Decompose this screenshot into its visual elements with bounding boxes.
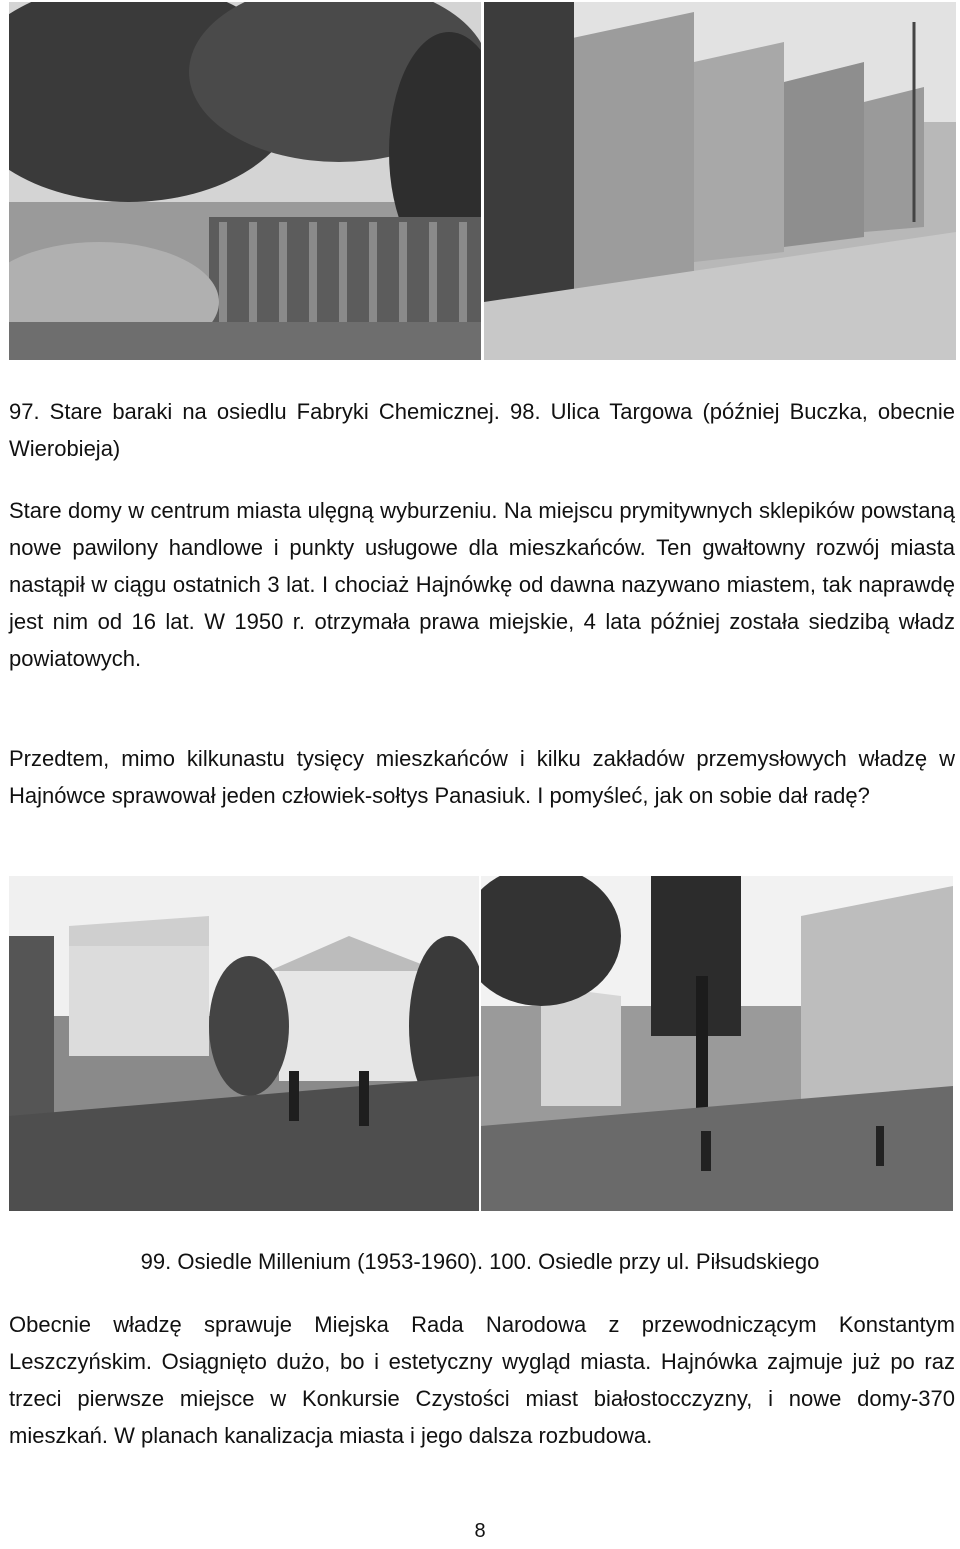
page-number: 8 [474, 1520, 486, 1542]
paragraph-3: Obecnie władzę sprawuje Miejska Rada Narodowa z przewodniczącym Konstantym Leszczyńskim. Osiągnięto dużo, bo i estetyczny wygląd miasta. Hajnówka zajmuje już po raz trzeci pierwsze miejsce w Konkursie Czystości miast białostocczyzny, i nowe domy-370 mieszkań. W planach kanalizacja miasta i jego dalsza rozbudowa. [9, 1312, 955, 1448]
photo-97-old-barracks [9, 2, 481, 360]
paragraph-2: Przedtem, mimo kilkunastu tysięcy mieszkańców i kilku zakładów przemysłowych władzę w Hajnówce sprawował jeden człowiek-sołtys Panasiuk. I pomyśleć, jak on sobie dał radę? [9, 746, 955, 808]
caption-bottom: 99. Osiedle Millenium (1953-1960). 100. Osiedle przy ul. Piłsudskiego [140, 1249, 820, 1274]
paragraph-1: Stare domy w centrum miasta ulęgną wyburzeniu. Na miejscu prymitywnych sklepików powstaną nowe pawilony handlowe i punkty usługowe dla mieszkańców. Ten gwałtowny rozwój miasta nastąpił w ciągu ostatnich 3 lat. I chociaż Hajnówkę od dawna nazywano miastem, tak naprawdę jest nim od 16 lat. W 1950 r. otrzymała prawa miejskie, 4 lata później została siedzibą władz powiatowych. [9, 498, 955, 671]
caption-top: 97. Stare baraki na osiedlu Fabryki Chemicznej. 98. Ulica Targowa (później Buczka, obecnie Wierobieja) [9, 399, 955, 461]
photo-99-osiedle-millenium [9, 876, 479, 1211]
photo-100-osiedle-pilsudskiego [481, 876, 953, 1211]
photo-98-targowa-street [484, 2, 956, 360]
